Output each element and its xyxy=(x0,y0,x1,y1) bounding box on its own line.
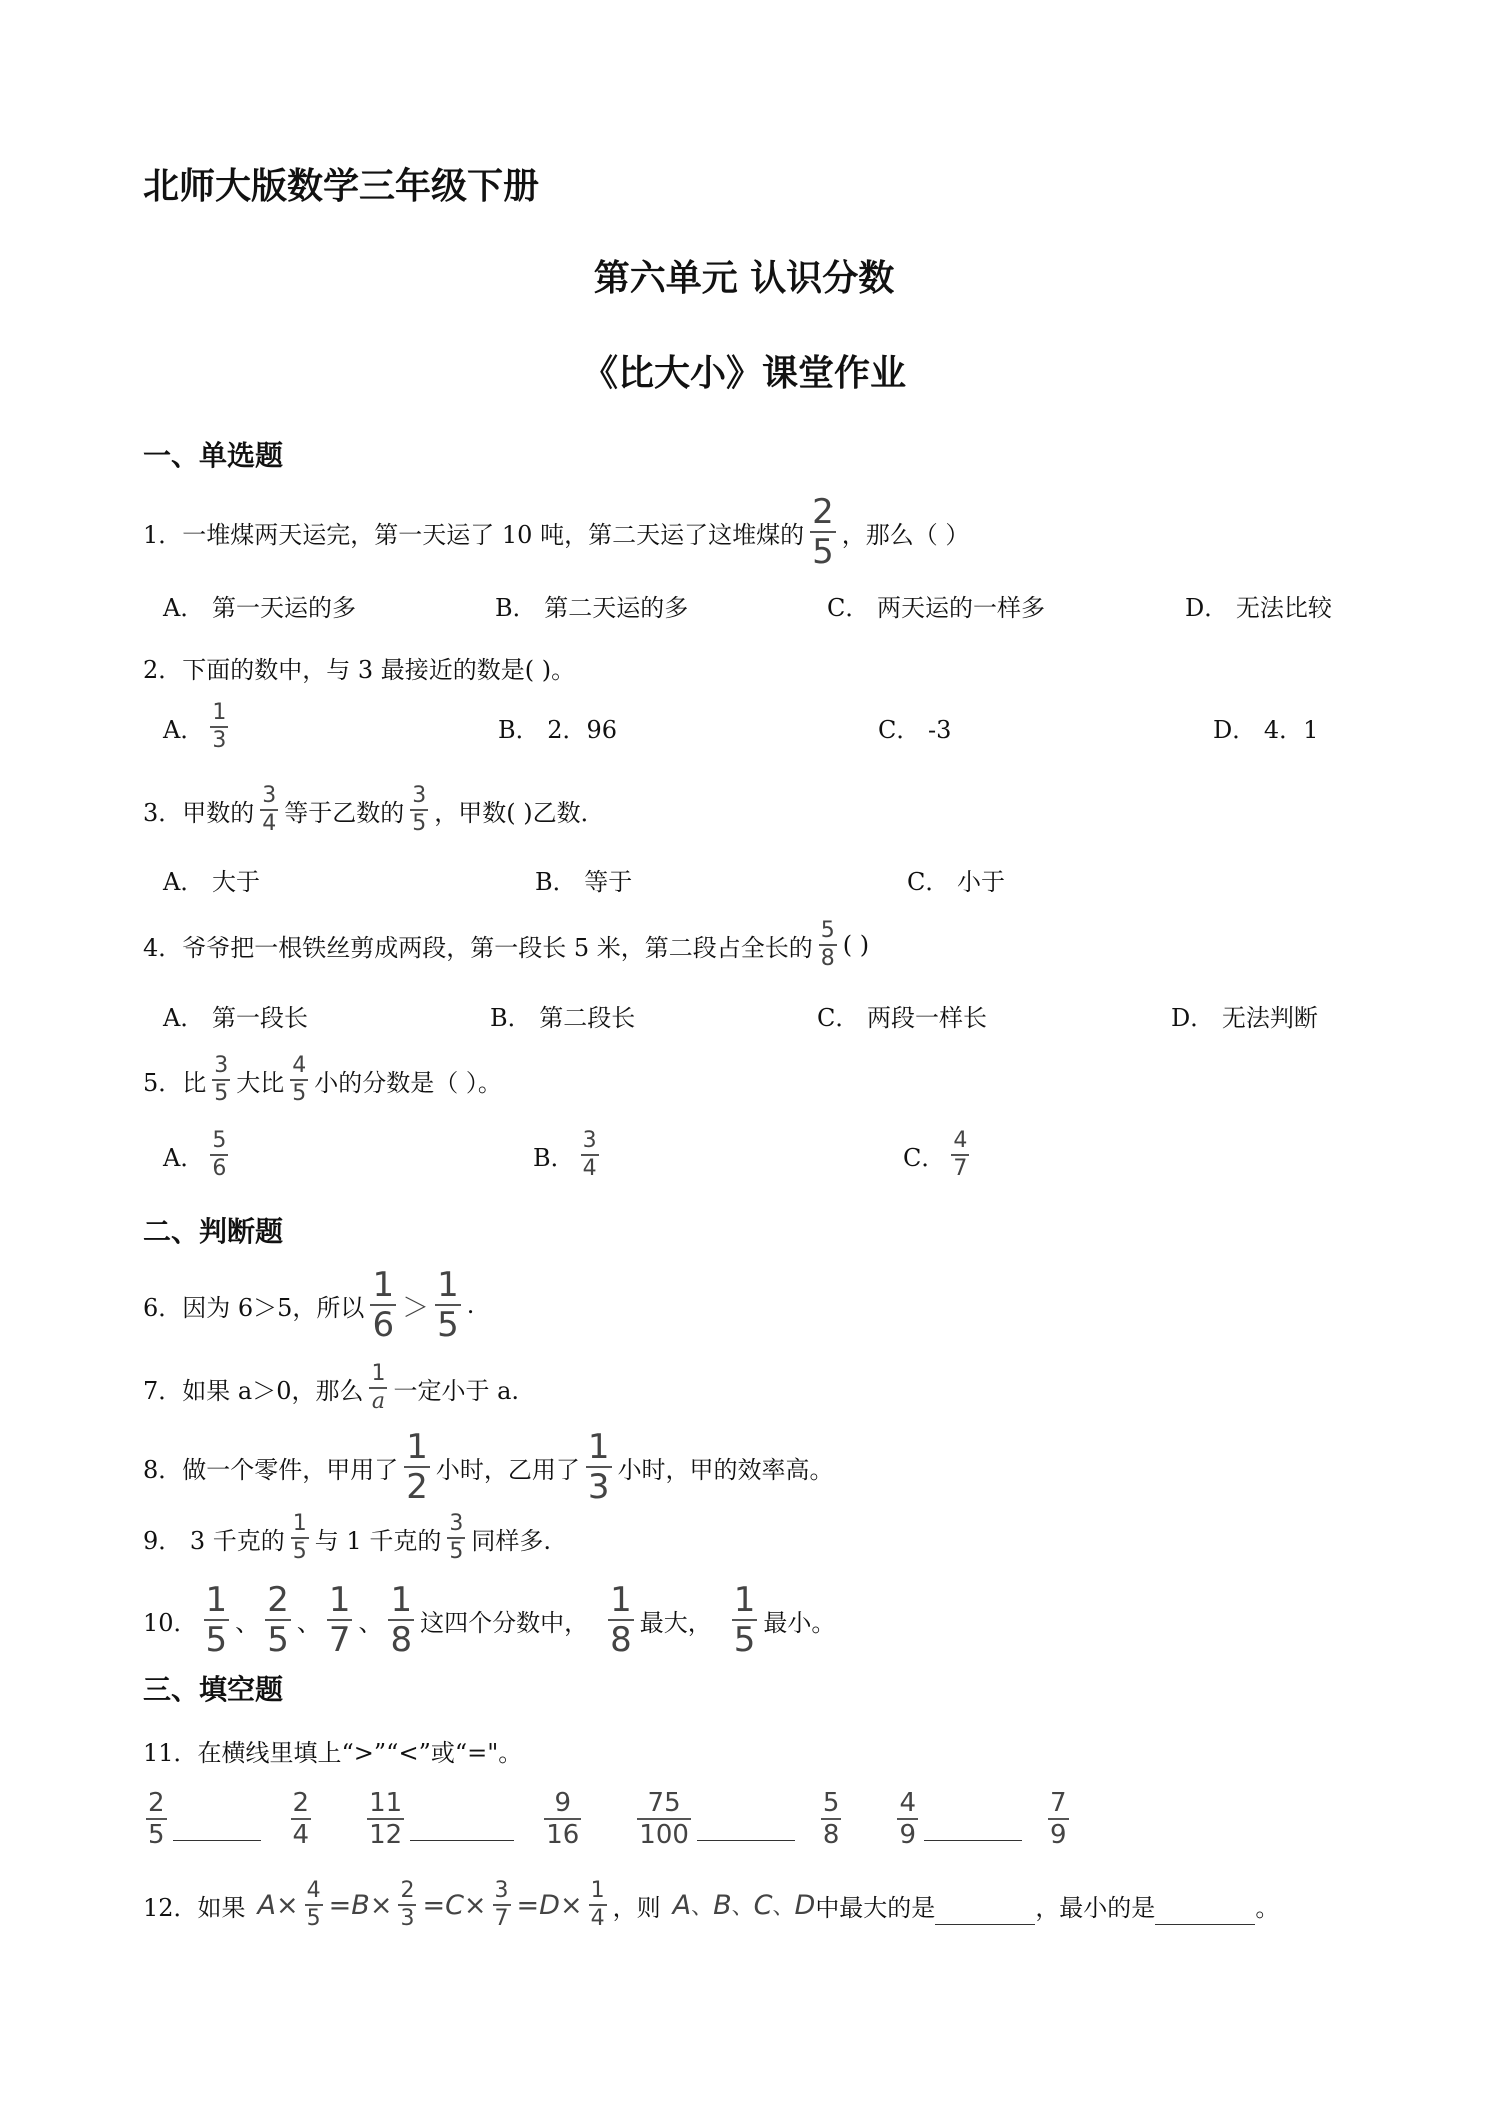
fraction: $\frac{9}{16}$ xyxy=(546,1788,580,1850)
fraction: $\frac{1}{3}$ xyxy=(587,1427,610,1507)
question-2 xyxy=(143,650,575,685)
question-4: 4．爷爷把一根铁丝剪成两段，第一段长 5 米，第二段占全长的 $\frac{5}{8}$ ( ) xyxy=(143,918,870,971)
answer-blank-min[interactable] xyxy=(1155,1904,1255,1925)
fraction: $\frac{3}{5}$ xyxy=(214,1053,229,1106)
question-1 xyxy=(143,492,970,572)
comparison-item xyxy=(361,1790,587,1848)
fraction: $\frac{1}{a}$ xyxy=(371,1361,386,1414)
question-10: 10． $\frac{1}{5}$ 、 $\frac{2}{5}$ 、 $\frac{1}{7}$ 、 $\frac{1}{8}$ 这四个分数中， $\frac{1}{8}$ 最大， $\frac{1}{5}$ 最小。 xyxy=(143,1580,836,1660)
fraction: $\frac{2}{5}$ xyxy=(148,1788,165,1850)
fraction: $\frac{2}{5}$ xyxy=(812,492,834,572)
fraction: $\frac{5}{8}$ xyxy=(822,1788,840,1850)
question-5-text: 5．比 xyxy=(143,1068,207,1097)
comparison-item xyxy=(891,1790,1074,1848)
fraction: $\frac{2}{3}$ xyxy=(400,1878,415,1931)
fraction: $\frac{4}{5}$ xyxy=(306,1878,321,1931)
fraction: $\frac{1}{5}$ xyxy=(733,1580,756,1660)
question-7: 7．如果 a＞0，那么 $\frac{1}{a}$ 一定小于 a. xyxy=(143,1361,520,1414)
option-d[interactable]: D． 无法比较 xyxy=(1185,594,1332,622)
question-9-text: 9． 3 千克的 xyxy=(143,1526,285,1555)
comparison-item xyxy=(631,1790,847,1848)
fraction: $\frac{3}{7}$ xyxy=(494,1878,509,1931)
fraction: $\frac{1}{8}$ xyxy=(390,1580,413,1660)
fraction: $\frac{1}{5}$ xyxy=(205,1580,228,1660)
fraction: $\frac{7}{9}$ xyxy=(1050,1788,1067,1850)
option-b[interactable]: B． 2．96 xyxy=(498,715,618,744)
option-c[interactable]: C． -3 xyxy=(878,715,952,744)
question-8-text: 8．做一个零件，甲用了 xyxy=(143,1455,399,1484)
question-12-number: 12．如果 xyxy=(143,1893,246,1922)
fraction: $\frac{4}{9}$ xyxy=(899,1788,917,1850)
question-6: 6．因为 6＞5，所以 $\frac{1}{6}$ ＞ $\frac{1}{5}$ . xyxy=(143,1265,475,1345)
answer-blank[interactable] xyxy=(410,1820,514,1841)
fraction: $\frac{5}{6}$ xyxy=(212,1128,227,1181)
option-c[interactable]: C． 小于 xyxy=(907,868,1005,896)
option-a[interactable]: A． 大于 xyxy=(163,868,260,896)
answer-blank[interactable] xyxy=(173,1820,261,1841)
unit-title: 第六单元 认识分数 xyxy=(593,258,895,299)
fraction: $\frac{3}{5}$ xyxy=(449,1511,464,1564)
question-7-text: 7．如果 a＞0，那么 xyxy=(143,1376,364,1405)
fraction: $\frac{4}{5}$ xyxy=(292,1053,307,1106)
fraction: $\frac{3}{5}$ xyxy=(412,783,427,836)
comparison-item xyxy=(140,1790,317,1848)
question-4-text: 4．爷爷把一根铁丝剪成两段，第一段长 5 米，第二段占全长的 xyxy=(143,933,813,962)
fraction: $\frac{2}{5}$ xyxy=(267,1580,289,1660)
question-2-options xyxy=(163,702,1318,752)
option-d[interactable]: D． 4．1 xyxy=(1213,715,1319,744)
fraction: $\frac{3}{4}$ xyxy=(262,783,277,836)
fraction: $\frac{1}{5}$ xyxy=(292,1511,307,1564)
fraction: $\frac{1}{8}$ xyxy=(610,1580,632,1660)
fraction: $\frac{2}{4}$ xyxy=(292,1788,310,1850)
question-11-text: 11．在横线里填上“>”“<”或“="。 xyxy=(143,1739,523,1767)
question-10-number: 10． xyxy=(143,1608,198,1637)
answer-blank-max[interactable] xyxy=(935,1904,1035,1925)
fraction: $\frac{11}{12}$ xyxy=(369,1788,403,1850)
question-12: 12．如果 A × $\frac{4}{5}$ = B × $\frac{2}{3}$ = C × $\frac{3}{7}$ = D × $\frac{1}{4}$ ，则 A 、 B 、 C 、 D 中最大的是 ，最小的是 。 xyxy=(143,1878,1280,1931)
fraction: $\frac{5}{8}$ xyxy=(820,918,835,971)
fraction: $\frac{1}{6}$ xyxy=(372,1265,395,1345)
question-5-options xyxy=(163,1130,975,1180)
option-a[interactable]: A． 第一天运的多 xyxy=(163,594,356,622)
option-b[interactable]: B． $\frac{3}{4}$ xyxy=(533,1128,597,1181)
fraction: $\frac{3}{4}$ xyxy=(582,1128,597,1181)
option-b[interactable]: B． 第二段长 xyxy=(490,1004,636,1032)
section-heading-single-choice: 一、单选题 xyxy=(143,439,284,472)
book-title: 北师大版数学三年级下册 xyxy=(143,166,540,207)
option-c[interactable]: C． $\frac{4}{7}$ xyxy=(903,1128,968,1181)
question-11 xyxy=(143,1733,522,1768)
question-3-options xyxy=(163,862,1005,897)
question-6-text: 6．因为 6＞5，所以 xyxy=(143,1293,365,1322)
fraction: $\frac{1}{5}$ xyxy=(437,1265,459,1345)
question-1-options xyxy=(163,588,1332,623)
fraction: $\frac{1}{2}$ xyxy=(406,1427,428,1507)
option-a[interactable]: A． $\frac{5}{6}$ xyxy=(163,1128,227,1181)
fraction: $\frac{4}{7}$ xyxy=(953,1128,968,1181)
option-a[interactable]: A． 第一段长 xyxy=(163,1004,308,1032)
option-b[interactable]: B． 第二天运的多 xyxy=(495,594,689,622)
question-9: 9． 3 千克的 $\frac{1}{5}$ 与 1 千克的 $\frac{3}{5}$ 同样多. xyxy=(143,1511,551,1564)
comparison-row xyxy=(140,1790,1075,1848)
question-3-text: 3．甲数的 xyxy=(143,798,255,827)
question-1-tail: ，那么（ ） xyxy=(841,520,970,549)
question-5: 5．比 $\frac{3}{5}$ 大比 $\frac{4}{5}$ 小的分数是（ ）。 xyxy=(143,1053,502,1106)
section-heading-true-false: 二、判断题 xyxy=(143,1215,284,1248)
option-c[interactable]: C． 两段一样长 xyxy=(817,1004,987,1032)
option-a[interactable]: A． $\frac{1}{3}$ xyxy=(163,700,227,753)
fraction: $\frac{1}{4}$ xyxy=(590,1878,605,1931)
option-d[interactable]: D． 无法判断 xyxy=(1171,1004,1318,1032)
question-4-options xyxy=(163,998,1318,1033)
question-2-text: 2．下面的数中，与 3 最接近的数是( )。 xyxy=(143,656,576,684)
option-c[interactable]: C． 两天运的一样多 xyxy=(827,594,1045,622)
answer-blank[interactable] xyxy=(924,1820,1022,1841)
question-3: 3．甲数的 $\frac{3}{4}$ 等于乙数的 $\frac{3}{5}$ ，甲数( )乙数． xyxy=(143,783,605,836)
question-1-text: 1．一堆煤两天运完，第一天运了 10 吨，第二天运了这堆煤的 xyxy=(143,520,805,549)
fraction: $\frac{1}{3}$ xyxy=(212,700,227,753)
option-b[interactable]: B． 等于 xyxy=(535,868,633,896)
section-heading-fill-in: 三、填空题 xyxy=(143,1673,284,1706)
answer-blank[interactable] xyxy=(697,1820,795,1841)
question-8: 8．做一个零件，甲用了 $\frac{1}{2}$ 小时，乙用了 $\frac{1}{3}$ 小时，甲的效率高。 xyxy=(143,1427,834,1507)
fraction: $\frac{75}{100}$ xyxy=(639,1788,689,1850)
fraction: $\frac{1}{7}$ xyxy=(328,1580,351,1660)
lesson-title: 《比大小》课堂作业 xyxy=(581,353,906,394)
